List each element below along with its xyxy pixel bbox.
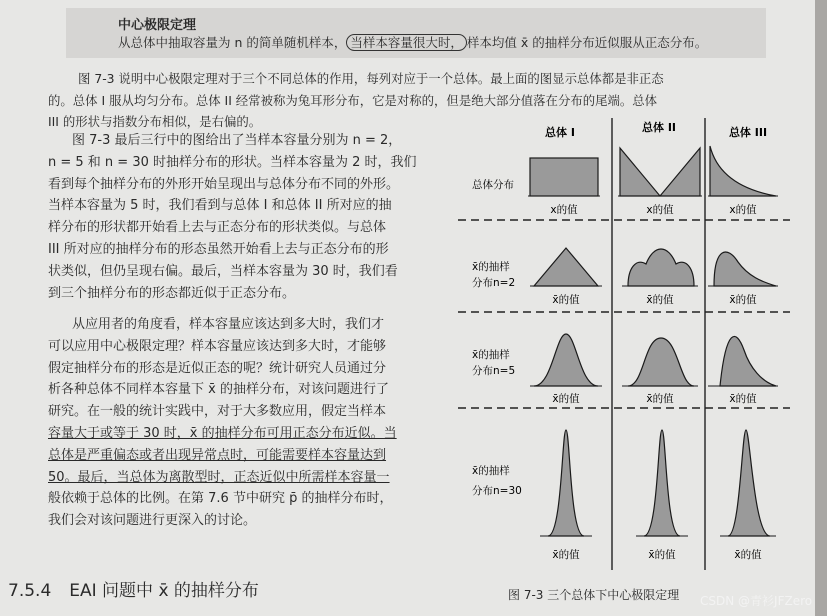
- paragraph-practice: 从应用者的角度看，样本容量应该达到多大时，我们才 可以应用中心极限定理？样本容量应该达到多大时，才能够 假定抽样分布的形态是近似正态的呢？统计研究人员通过分 析各种总体不同样本容量下 x̄ 的抽样分布，对该问题进行了 研究。在一般的统计实践中，对于大多数应用，假定当样本 容量大于或等于 30 时，x̄ 的抽样分布可用正态分布近似。当 总体是严重偏态或者出现异常点时，可能需要样本容量达到 50。最后，当总体为离散型时，正态近似中所需样本容量一 般依赖于总体的比例。在第 7.6 节中研究 p̄ 的抽样分布时， 我们会对该问题进行更深入的讨论。: [48, 317, 397, 529]
- row-label-n5-line1: x̄的抽样: [472, 349, 510, 361]
- axis-label-n30-2: x̄的值: [648, 549, 676, 561]
- axis-label-n2-1: x̄的值: [552, 294, 580, 306]
- paragraph-sample-sizes: 图 7-3 最后三行中的图给出了当样本容量分别为 n = 2， n = 5 和 n = 30 时抽样分布的形状。当样本容量为 2 时，我们 看到每个抽样分布的外形开始呈现出与总体分布不同的外形。 当样本容量为 5 时，我们看到与总体 I 和总体 II 所对应的抽 样分布的形状都开始看上去与正态分布的形状类似。与总体 III 所对应的抽样分布的形态虽然开始看上去与正态分布的形 状类似，但仍呈现右偏。最后，当样本容量为 30 时，我们看 到三个抽样分布的形态都近似于正态分布。: [48, 133, 417, 301]
- axis-label-n30-3: x̄的值: [734, 549, 762, 561]
- axis-label-population-3: x的值: [729, 204, 757, 216]
- axis-label-population-2: x的值: [646, 204, 674, 216]
- row-label-n30-line1: x̄的抽样: [472, 465, 510, 477]
- row-label-n2-line2: 分布n=2: [472, 277, 516, 289]
- column-title-1: 总体 I: [545, 126, 575, 139]
- paragraph-intro: 图 7-3 说明中心极限定理对于三个不同总体的作用，每列对应于一个总体。最上面的图显示总体都是非正态 的。总体 I 服从均匀分布。总体 II 经常被称为兔耳形分布，它是对称的，但是绝大部分值落在分布的尾端。总体 III 的形状与指数分布相似，是右偏的。: [48, 71, 664, 129]
- row-label-n2-line1: x̄的抽样: [472, 261, 510, 273]
- axis-label-n30-1: x̄的值: [552, 549, 580, 561]
- definition-text: 从总体中抽取容量为 n 的简单随机样本， 当样本容量很大时， 样本均值 x̄ 的抽样分布近似服从正态分布。: [118, 35, 708, 50]
- axis-label-n2-3: x̄的值: [729, 294, 757, 306]
- definition-title: 中心极限定理: [118, 18, 197, 33]
- axis-label-n5-1: x̄的值: [552, 393, 580, 405]
- section-heading: 7.5.4 EAI 问题中 x̄ 的抽样分布: [8, 581, 259, 601]
- watermark: CSDN @青衫JFZero: [700, 594, 813, 608]
- page-edge: [815, 0, 827, 616]
- column-title-3: 总体 III: [728, 126, 768, 139]
- figure-caption: 图 7-3 三个总体下中心极限定理: [508, 588, 680, 602]
- row-label-population: 总体分布: [472, 179, 514, 191]
- axis-label-n2-2: x̄的值: [646, 294, 674, 306]
- clt-figure: [458, 118, 790, 576]
- row-label-n30-line2: 分布n=30: [472, 485, 522, 497]
- circled-phrase: 当样本容量很大时，: [346, 34, 467, 51]
- axis-label-population-1: x的值: [550, 204, 578, 216]
- panel-uniform-population: [530, 158, 598, 196]
- axis-label-n5-2: x̄的值: [646, 393, 674, 405]
- row-label-n5-line2: 分布n=5: [472, 365, 516, 377]
- column-title-2: 总体 II: [641, 121, 677, 134]
- axis-label-n5-3: x̄的值: [729, 393, 757, 405]
